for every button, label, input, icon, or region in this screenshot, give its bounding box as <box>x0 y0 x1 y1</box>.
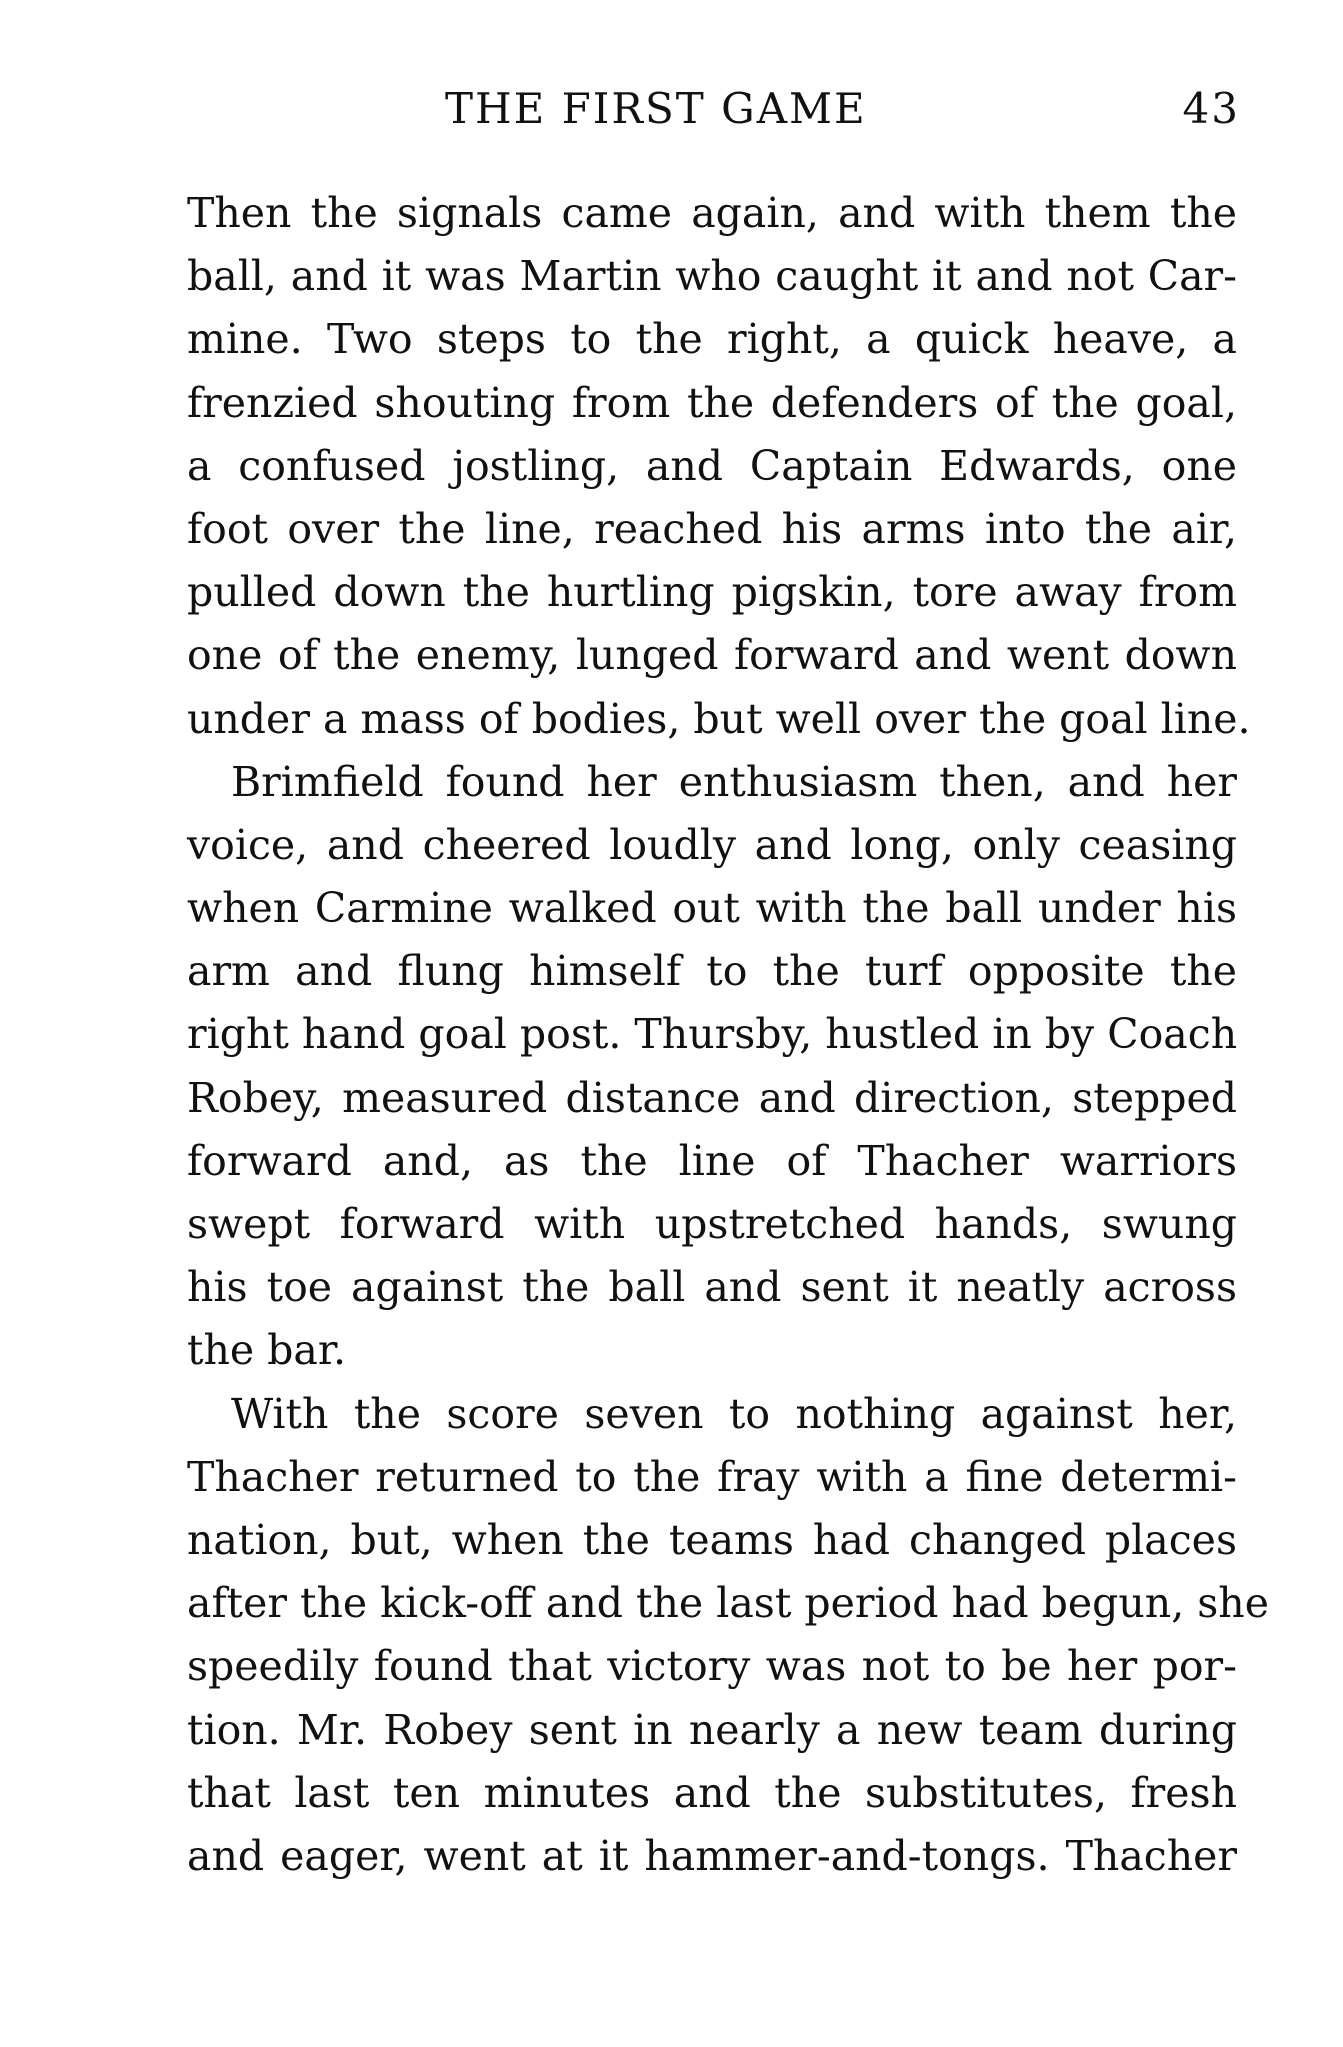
text-line: frenzied shouting from the defenders of the goal, <box>187 378 1237 427</box>
text-line: a confused jostling, and Captain Edwards, one <box>187 441 1237 490</box>
text-line: that last ten minutes and the substitutes, fresh <box>187 1768 1237 1817</box>
text-line: pulled down the hurtling pigskin, tore away from <box>187 568 1237 617</box>
text-line: one of the enemy, lunged forward and went down <box>187 631 1237 680</box>
paragraph-2 <box>187 751 1237 1383</box>
text-line: his toe against the ball and sent it neatly across <box>187 1263 1237 1312</box>
text-line: when Carmine walked out with the ball under his <box>187 884 1237 933</box>
text-line: forward and, as the line of Thacher warriors <box>187 1136 1237 1185</box>
page-number: 43 <box>1182 84 1240 133</box>
body-text <box>187 182 1269 1888</box>
text-line: With the score seven to nothing against her, <box>231 1389 1237 1438</box>
text-line: speedily found that victory was not to be her por- <box>187 1642 1237 1691</box>
text-line: nation, but, when the teams had changed places <box>187 1515 1237 1564</box>
text-line: voice, and cheered loudly and long, only ceasing <box>187 820 1237 869</box>
running-head <box>180 84 1240 144</box>
text-line: ball, and it was Martin who caught it and not Car- <box>187 252 1237 301</box>
text-line: arm and flung himself to the turf opposite the <box>187 947 1237 996</box>
text-line: right hand goal post. Thursby, hustled in by Coach <box>187 1010 1238 1059</box>
text-line: Thacher returned to the fray with a fine determi- <box>187 1452 1237 1501</box>
running-title: THE FIRST GAME <box>445 84 867 133</box>
text-line: mine. Two steps to the right, a quick heave, a <box>187 315 1237 364</box>
text-line: foot over the line, reached his arms into the air, <box>187 504 1237 553</box>
text-line: swept forward with upstretched hands, swung <box>187 1200 1237 1248</box>
text-line: under a mass of bodies, but well over the goal line. <box>187 694 1251 743</box>
text-line: Then the signals came again, and with them the <box>187 189 1237 237</box>
text-line: the bar. <box>187 1326 346 1375</box>
text-line: tion. Mr. Robey sent in nearly a new team during <box>187 1705 1237 1754</box>
paragraph-3 <box>187 1383 1269 1889</box>
text-line: and eager, went at it hammer-and-tongs. Thacher <box>187 1831 1237 1880</box>
text-line: after the kick-off and the last period had begun, she <box>187 1579 1269 1628</box>
text-line: Robey, measured distance and direction, stepped <box>187 1073 1237 1122</box>
paragraph-1 <box>187 182 1251 751</box>
text-line: Brimfield found her enthusiasm then, and her <box>231 757 1237 806</box>
